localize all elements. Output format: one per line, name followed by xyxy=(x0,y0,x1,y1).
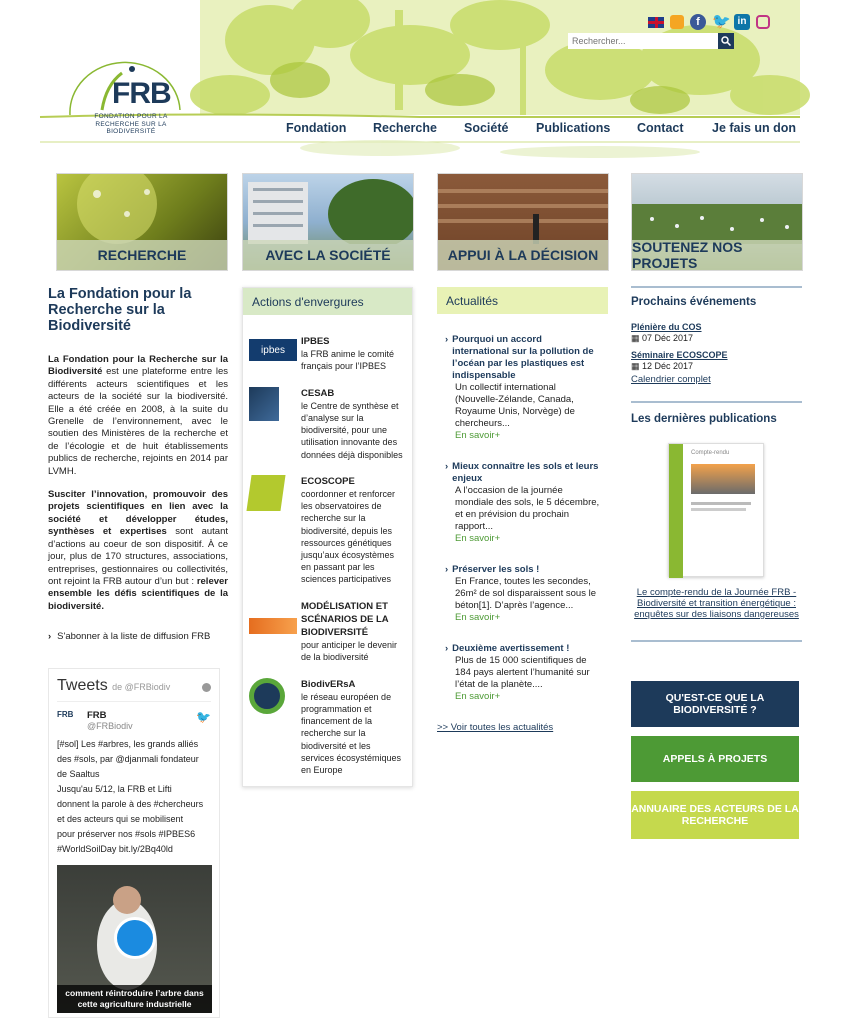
tweet-line: donnent la parole à des #chercheurs xyxy=(57,799,204,809)
all-news-link[interactable]: >> Voir toutes les actualités xyxy=(437,722,554,733)
info-icon[interactable] xyxy=(202,683,211,692)
annuaire-button[interactable]: ANNUAIRE DES ACTEURS DE LA RECHERCHE xyxy=(631,791,799,839)
frb-logo[interactable] xyxy=(62,55,184,140)
tweet-text xyxy=(57,737,211,857)
twitter-widget xyxy=(48,668,220,1018)
search-box xyxy=(568,33,734,49)
action-text: le réseau européen de programmation et financement de la recherche sur la biodiversité et les services écosystémiques en Europe xyxy=(301,691,402,776)
tile-soutenez-label: SOUTENEZ NOS PROJETS xyxy=(632,240,802,270)
nav-publications[interactable]: Publications xyxy=(536,121,611,135)
news-item[interactable] xyxy=(445,461,600,544)
tile-decision-label: APPUI À LA DÉCISION xyxy=(438,240,608,270)
cover-label: Compte-rendu xyxy=(691,450,730,456)
event-item[interactable] xyxy=(631,350,802,372)
action-text: le Centre de synthèse et d’analyse sur la biodiversité, pour une utilisation innovante des données déjà disponibles xyxy=(301,400,403,460)
tweet-line: de Saaltus xyxy=(57,769,100,779)
chevron-right-icon: › xyxy=(445,643,449,654)
publication-link[interactable]: Le compte-rendu de la Journée FRB - Biodiversité et transition énergétique : enquêtes sur des liaisons dangereuses xyxy=(634,587,799,620)
event-name: Plénière du COS xyxy=(631,322,702,332)
event-name: Séminaire ECOSCOPE xyxy=(631,350,728,360)
tweet-line: Jusqu'au 5/12, la FRB et Lifti xyxy=(57,784,172,794)
action-ecoscope[interactable] xyxy=(243,475,412,586)
twitter-icon[interactable]: 🐦 xyxy=(712,13,731,30)
tile-decision-image xyxy=(438,174,609,244)
action-name: IPBES xyxy=(301,336,330,347)
video-caption: comment réintroduire l’arbre dans cette agriculture industrielle xyxy=(57,985,212,1013)
action-text: la FRB anime le comité français pour l’IPBES xyxy=(301,349,395,372)
publication-cover[interactable] xyxy=(668,443,764,577)
ecoscope-logo-icon xyxy=(246,475,285,511)
intro-p2-bold: Susciter l’innovation, promouvoir des projets scientifiques en lien avec la société et développer études, synthèses et expertises xyxy=(48,489,228,538)
read-more-link[interactable]: En savoir+ xyxy=(455,691,501,702)
tile-soutenez-image xyxy=(632,174,803,244)
play-button-icon[interactable] xyxy=(114,917,156,959)
search-input[interactable] xyxy=(568,33,718,49)
intro-section xyxy=(48,286,228,642)
news-item-title: Pourquoi un accord international sur la pollution de l’océan par les plastiques est indispensable xyxy=(452,334,594,381)
tweet-handle: @FRBiodiv xyxy=(87,721,133,731)
news-item-body: Un collectif international (Nouvelle-Zélande, Canada, Royaume Unis, Norvège) de chercheurs... xyxy=(455,382,575,429)
action-name: CESAB xyxy=(301,387,335,399)
chevron-right-icon: › xyxy=(48,631,52,643)
event-item[interactable] xyxy=(631,322,802,344)
twitter-bird-icon: 🐦 xyxy=(196,710,211,724)
tweet[interactable] xyxy=(57,701,211,731)
tile-societe[interactable] xyxy=(242,173,414,271)
logo-text: FRB xyxy=(112,77,171,110)
news-item-body: En France, toutes les secondes, 26m² de sol disparaissent sous le béton[1]. D’après l’agence... xyxy=(455,576,596,611)
action-name: BiodivERsA xyxy=(301,678,356,690)
logo-subtitle: FONDATION POUR LA RECHERCHE SUR LA BIODIVERSITÉ xyxy=(94,113,168,135)
news-item-title: Mieux connaître les sols et leurs enjeux xyxy=(452,461,599,484)
event-date: 12 Déc 2017 xyxy=(642,361,694,371)
tweet-video[interactable] xyxy=(57,865,212,1013)
news-title: Actualités xyxy=(437,287,608,314)
action-ipbes[interactable] xyxy=(243,335,412,373)
publications-title: Les dernières publications xyxy=(631,413,777,425)
main-nav xyxy=(286,121,796,135)
biodiversa-logo-icon xyxy=(249,678,285,714)
chevron-right-icon: › xyxy=(445,334,449,345)
nav-don[interactable]: Je fais un don xyxy=(712,121,797,135)
chevron-right-icon: › xyxy=(445,461,449,472)
tile-decision[interactable] xyxy=(437,173,609,271)
news-item[interactable] xyxy=(445,643,600,702)
subscribe-label: S'abonner à la liste de diffusion FRB xyxy=(57,631,211,643)
action-modelisation[interactable] xyxy=(243,600,412,664)
read-more-link[interactable]: En savoir+ xyxy=(455,430,501,441)
intro-p2-bold-end: relever ensemble les défis scientifiques de la biodiversité. xyxy=(48,575,228,612)
news-item-title: Deuxième avertissement ! xyxy=(452,643,570,654)
events-title: Prochains événements xyxy=(631,296,757,308)
calendar-icon: ▦ xyxy=(631,333,643,343)
nav-contact[interactable]: Contact xyxy=(637,121,684,135)
intro-p2-text: sont autant d’actions au coeur de son dispositif. À ce jour, plus de 170 structures, associations, entreprises, gestionnaires ou collectivités, ont rejoint la FRB autour d’un but : xyxy=(48,526,228,587)
avatar: FRB xyxy=(57,710,74,719)
uk-flag-icon[interactable] xyxy=(648,17,664,28)
action-biodiversa[interactable] xyxy=(243,678,412,777)
tile-societe-image xyxy=(243,174,414,244)
news-item[interactable] xyxy=(445,334,600,441)
appels-projets-button[interactable]: APPELS À PROJETS xyxy=(631,736,799,782)
tweets-header xyxy=(57,677,211,695)
action-text: pour anticiper le devenir de la biodiversité xyxy=(301,640,398,663)
facebook-icon[interactable]: f xyxy=(690,14,706,30)
nav-societe[interactable]: Société xyxy=(464,121,509,135)
cesab-logo-icon xyxy=(249,387,279,421)
calendar-icon: ▦ xyxy=(631,361,643,371)
action-cesab[interactable] xyxy=(243,387,412,461)
instagram-icon[interactable] xyxy=(756,15,770,29)
linkedin-icon[interactable]: in xyxy=(734,14,750,30)
intro-p1-text: est une plateforme entre les différents acteurs scientifiques et les acteurs de la société sur la biodiversité. Elle a été créée en 2008, à la suite du Grenelle de l’environnement, avec le soutien des Ministères de la recherche et de l’écologie et de huit établissements publics de recherche, rejoints en 2014 par LVMH. xyxy=(48,366,228,477)
chevron-right-icon: › xyxy=(445,564,449,575)
tweet-line: #WorldSoilDay bit.ly/2Bq40ld xyxy=(57,844,173,854)
intro-p1-bold: La Fondation pour la Recherche sur la Biodiversité xyxy=(48,354,228,378)
tile-recherche-image xyxy=(57,174,228,244)
rss-icon[interactable] xyxy=(670,15,684,29)
search-icon xyxy=(721,36,731,46)
actions-panel xyxy=(242,287,413,787)
nav-recherche[interactable]: Recherche xyxy=(373,121,437,135)
intro-title: La Fondation pour la Recherche sur la Biodiversité xyxy=(48,286,192,334)
subscribe-link[interactable] xyxy=(48,631,228,642)
read-more-link[interactable]: En savoir+ xyxy=(455,533,501,544)
tweet-line: pour préserver nos #sols #IPBES6 xyxy=(57,829,196,839)
modelisation-logo-icon xyxy=(249,618,297,634)
search-button[interactable] xyxy=(718,33,734,49)
intro-paragraph-1 xyxy=(48,354,228,478)
news-item-body: A l’occasion de la journée mondiale des sols, le 5 décembre, et en prévision du prochain rapport... xyxy=(455,485,600,532)
site-header xyxy=(0,0,852,170)
social-links xyxy=(648,14,770,30)
biodiversite-button[interactable]: QU'EST-CE QUE LA BIODIVERSITÉ ? xyxy=(631,681,799,727)
tile-soutenez[interactable] xyxy=(631,173,803,271)
tweets-title: Tweets xyxy=(57,677,108,694)
action-name: MODÉLISATION ET SCÉNARIOS DE LA BIODIVERSITÉ xyxy=(301,600,389,639)
read-more-link[interactable]: En savoir+ xyxy=(455,612,501,623)
news-item[interactable] xyxy=(445,564,600,623)
nav-fondation[interactable]: Fondation xyxy=(286,121,347,135)
tweet-line: et des acteurs qui se mobilisent xyxy=(57,814,184,824)
ipbes-logo-icon: ipbes xyxy=(249,339,297,361)
calendar-link[interactable]: Calendrier complet xyxy=(631,374,711,385)
news-section xyxy=(437,287,608,733)
action-name: ECOSCOPE xyxy=(301,475,355,487)
tile-societe-label: AVEC LA SOCIÉTÉ xyxy=(243,240,413,270)
tweet-line: des #sols, par @djanmali fondateur xyxy=(57,754,199,764)
sidebar xyxy=(631,286,802,642)
tile-recherche-label: RECHERCHE xyxy=(57,240,227,270)
tweet-author: FRB xyxy=(87,710,107,721)
tweets-by[interactable]: de @FRBiodiv xyxy=(112,682,171,692)
actions-title: Actions d'envergures xyxy=(243,288,412,315)
tile-recherche[interactable] xyxy=(56,173,228,271)
tweet-line: [#sol] Les #arbres, les grands alliés xyxy=(57,739,199,749)
news-item-title: Préserver les sols ! xyxy=(452,564,540,575)
feature-tiles xyxy=(0,173,852,273)
news-item-body: Plus de 15 000 scientifiques de 184 pays alertent l’humanité sur l’état de la planète.... xyxy=(455,655,590,690)
event-date: 07 Déc 2017 xyxy=(642,333,694,343)
intro-paragraph-2 xyxy=(48,489,228,613)
action-text: coordonner et renforcer les observatoires de recherche sur la biodiversité, depuis les ressources génétiques jusqu’aux écosystèmes en passant par les sciences participatives xyxy=(301,489,396,585)
